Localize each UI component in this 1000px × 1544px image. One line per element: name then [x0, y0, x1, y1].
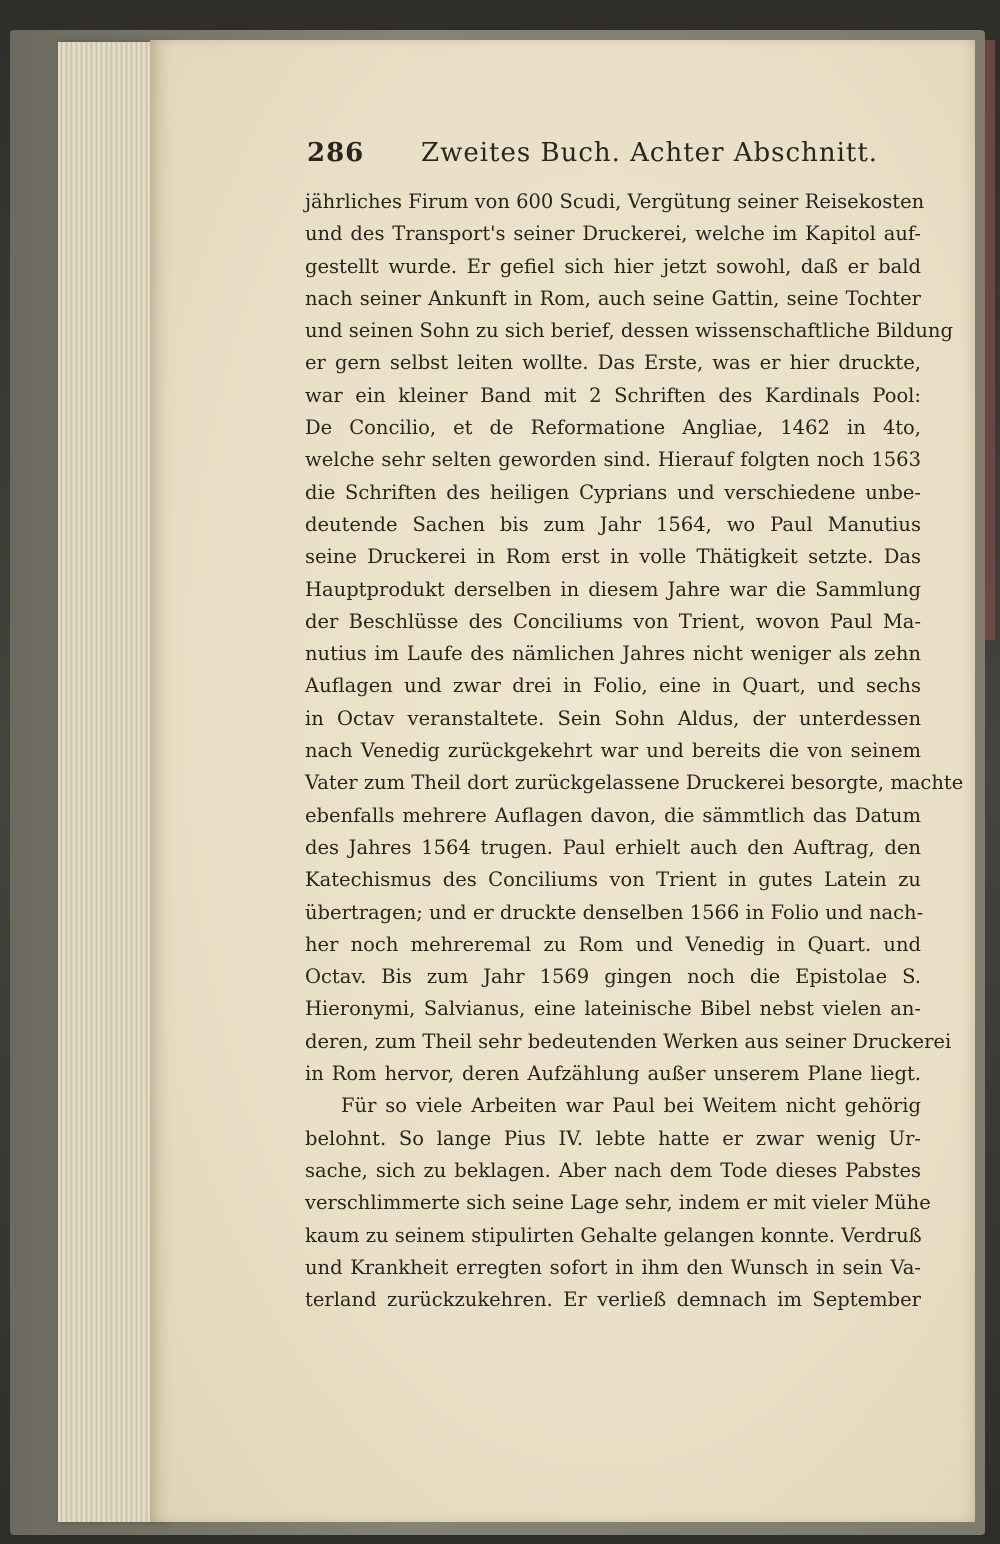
- text-line: in Octav veranstaltete. Sein Sohn Aldus, der unterdessen: [305, 706, 921, 730]
- text-line: Auflagen und zwar drei in Folio, eine in Quart, und sechs: [305, 674, 921, 698]
- text-line: her noch mehreremal zu Rom und Venedig in Quart. und: [305, 932, 921, 956]
- running-head: Zweites Buch. Achter Abschnitt.: [421, 138, 879, 168]
- text-line: Hieronymi, Salvianus, eine lateinische Bibel nebst vielen an-: [305, 997, 921, 1021]
- text-line: welche sehr selten geworden sind. Hierauf folgten noch 1563: [305, 448, 921, 472]
- text-line: er gern selbst leiten wollte. Das Erste, was er hier druckte,: [305, 351, 921, 375]
- text-line: in Rom hervor, deren Aufzählung außer unserem Plane liegt.: [305, 1062, 921, 1086]
- text-line: gestellt wurde. Er gefiel sich hier jetzt sowohl, daß er bald: [305, 254, 921, 278]
- text-line: verschlimmerte sich seine Lage sehr, indem er mit vieler Mühe: [305, 1191, 931, 1215]
- text-line: und seinen Sohn zu sich berief, dessen wissenschaftliche Bildung: [305, 319, 953, 343]
- text-line: nach Venedig zurückgekehrt war und bereits die von seinem: [305, 739, 921, 763]
- text-line: seine Druckerei in Rom erst in volle Thätigkeit setzte. Das: [305, 545, 921, 569]
- text-line: und des Transport's seiner Druckerei, welche im Kapitol auf-: [305, 222, 921, 246]
- text-line: Vater zum Theil dort zurückgelassene Druckerei besorgte, machte: [305, 771, 964, 795]
- bookmark-ribbon: [985, 40, 995, 640]
- text-line: war ein kleiner Band mit 2 Schriften des Kardinals Pool:: [305, 383, 921, 407]
- text-line: und Krankheit erregten sofort in ihm den Wunsch in sein Va-: [305, 1255, 921, 1279]
- text-line: deutende Sachen bis zum Jahr 1564, wo Paul Manutius: [305, 512, 921, 536]
- text-line: De Concilio, et de Reformatione Angliae, 1462 in 4to,: [305, 416, 921, 440]
- page-number: 286: [307, 138, 365, 168]
- text-line: terland zurückzukehren. Er verließ demnach im September: [305, 1288, 921, 1312]
- text-line: Katechismus des Conciliums von Trient in gutes Latein zu: [305, 868, 921, 892]
- text-line: Für so viele Arbeiten war Paul bei Weitem nicht gehörig: [341, 1094, 921, 1118]
- text-line: der Beschlüsse des Conciliums von Trient, wovon Paul Ma-: [305, 609, 921, 633]
- text-line: nach seiner Ankunft in Rom, auch seine Gattin, seine Tochter: [305, 286, 921, 310]
- text-line: Octav. Bis zum Jahr 1569 gingen noch die Epistolae S.: [305, 965, 921, 989]
- text-line: ebenfalls mehrere Auflagen davon, die sämmtlich das Datum: [305, 803, 921, 827]
- text-line: des Jahres 1564 trugen. Paul erhielt auch den Auftrag, den: [305, 835, 921, 859]
- body-text: [305, 186, 964, 1316]
- text-line: Hauptprodukt derselben in diesem Jahre war die Sammlung: [305, 577, 921, 601]
- text-line: nutius im Laufe des nämlichen Jahres nicht weniger als zehn: [305, 642, 921, 666]
- text-line: kaum zu seinem stipulirten Gehalte gelangen konnte. Verdruß: [305, 1223, 922, 1247]
- text-line: die Schriften des heiligen Cyprians und verschiedene unbe-: [305, 480, 921, 504]
- text-line: belohnt. So lange Pius IV. lebte hatte er zwar wenig Ur-: [305, 1126, 921, 1150]
- text-line: sache, sich zu beklagen. Aber nach dem Tode dieses Pabstes: [305, 1158, 921, 1182]
- page-header: [307, 138, 927, 178]
- text-line: jährliches Firum von 600 Scudi, Vergütung seiner Reisekosten: [305, 190, 925, 213]
- text-line: übertragen; und er druckte denselben 1566 in Folio und nach-: [305, 900, 924, 924]
- text-line: deren, zum Theil sehr bedeutenden Werken aus seiner Druckerei: [305, 1029, 952, 1053]
